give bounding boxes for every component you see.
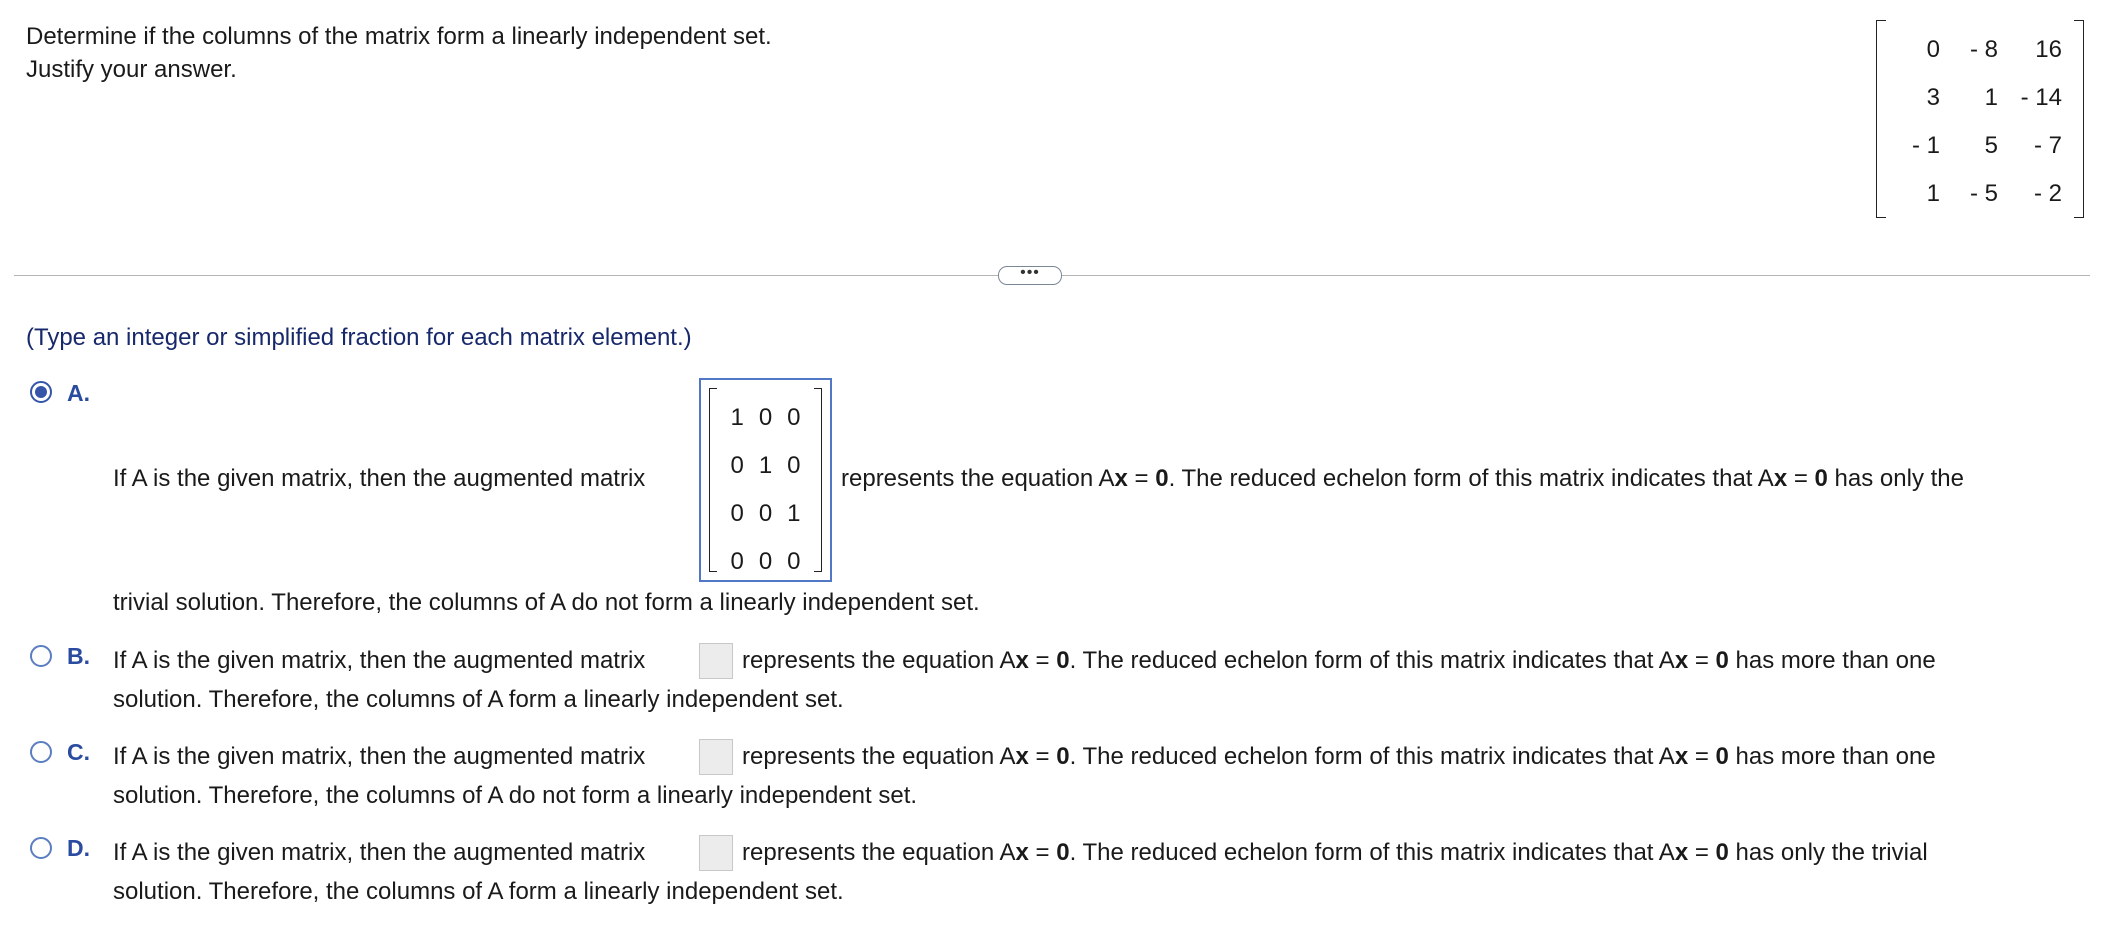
option-d-text-prefix: If A is the given matrix, then the augmented matrix [113, 839, 646, 866]
matrix-entry[interactable]: 0 [730, 500, 744, 527]
bold-zero: 0 [1715, 743, 1729, 770]
bold-zero: 0 [1056, 839, 1070, 866]
text-fragment: has only the trivial [1728, 839, 1928, 866]
answer-matrix-left-bracket [709, 388, 717, 572]
text-fragment: represents the equation A [742, 839, 1016, 866]
matrix-left-bracket [1876, 20, 1886, 218]
matrix-entry[interactable]: 0 [730, 548, 744, 575]
bold-zero: 0 [1056, 743, 1070, 770]
bold-zero: 0 [1155, 465, 1169, 492]
text-fragment: has only the [1827, 465, 1964, 492]
bold-x: x [1015, 647, 1029, 674]
text-fragment: = [1028, 839, 1057, 866]
matrix-cell: - 8 [1969, 36, 1998, 63]
matrix-cell: 0 [1926, 36, 1940, 63]
option-c-letter: C. [67, 739, 90, 765]
option-d-matrix-input[interactable] [699, 835, 733, 871]
text-fragment: represents the equation A [841, 465, 1115, 492]
option-b-radio[interactable] [30, 645, 52, 667]
option-d-letter: D. [67, 835, 90, 861]
option-c-matrix-input[interactable] [699, 739, 733, 775]
expand-button[interactable]: ••• [998, 266, 1062, 285]
option-c-text-prefix: If A is the given matrix, then the augmented matrix [113, 743, 646, 770]
given-matrix-grid [1890, 26, 2070, 218]
matrix-entry[interactable]: 0 [758, 548, 773, 575]
matrix-entry[interactable]: 0 [787, 452, 801, 479]
option-a-text-line2: trivial solution. Therefore, the columns of A do not form a linearly independent set. [113, 589, 980, 616]
matrix-cell: - 7 [2033, 132, 2062, 159]
matrix-cell: 1 [1926, 180, 1940, 207]
matrix-entry[interactable]: 0 [787, 404, 801, 431]
text-fragment: = [1028, 743, 1057, 770]
question-line-2: Justify your answer. [26, 56, 237, 83]
option-a-letter: A. [67, 380, 90, 406]
option-a-text-rest [841, 465, 1964, 493]
text-fragment: . The reduced echelon form of this matrix indicates that A [1168, 465, 1774, 492]
text-fragment: = [1127, 465, 1156, 492]
matrix-entry[interactable]: 0 [730, 452, 744, 479]
answer-matrix-grid [723, 394, 808, 586]
bold-x: x [1773, 465, 1788, 492]
text-fragment: . The reduced echelon form of this matrix indicates that A [1069, 647, 1675, 674]
instruction-text: (Type an integer or simplified fraction for each matrix element.) [26, 324, 692, 351]
text-fragment: has more than one [1728, 647, 1936, 674]
text-fragment: represents the equation A [742, 647, 1016, 674]
option-b-text-prefix: If A is the given matrix, then the augmented matrix [113, 647, 646, 674]
text-fragment: = [1028, 647, 1057, 674]
bold-x: x [1015, 839, 1029, 866]
bold-zero: 0 [1814, 465, 1828, 492]
matrix-right-bracket [2074, 20, 2084, 218]
option-a-radio[interactable] [30, 381, 52, 403]
matrix-entry[interactable]: 1 [730, 404, 744, 431]
option-a-text-prefix: If A is the given matrix, then the augmented matrix [113, 465, 646, 492]
matrix-entry[interactable]: 1 [787, 500, 801, 527]
option-b-letter: B. [67, 643, 90, 669]
text-fragment: = [1787, 465, 1815, 492]
option-b-matrix-input[interactable] [699, 643, 733, 679]
option-c-radio[interactable] [30, 741, 52, 763]
matrix-cell: 16 [2035, 36, 2062, 63]
matrix-entry[interactable]: 1 [758, 452, 773, 479]
bold-x: x [1114, 465, 1128, 492]
matrix-cell: 1 [1984, 84, 1998, 111]
text-fragment: . The reduced echelon form of this matrix indicates that A [1069, 839, 1675, 866]
matrix-cell: 3 [1926, 84, 1940, 111]
text-fragment: has more than one [1728, 743, 1936, 770]
bold-x: x [1674, 839, 1689, 866]
matrix-cell: - 1 [1911, 132, 1940, 159]
matrix-cell: - 5 [1969, 180, 1998, 207]
bold-zero: 0 [1715, 839, 1729, 866]
text-fragment: represents the equation A [742, 743, 1016, 770]
bold-x: x [1674, 743, 1689, 770]
bold-x: x [1674, 647, 1689, 674]
bold-zero: 0 [1715, 647, 1729, 674]
option-d-radio[interactable] [30, 837, 52, 859]
given-matrix [1876, 20, 2084, 218]
bold-zero: 0 [1056, 647, 1070, 674]
matrix-cell: - 14 [2020, 84, 2062, 111]
option-d-text-line2: solution. Therefore, the columns of A form a linearly independent set. [113, 878, 844, 905]
bold-x: x [1015, 743, 1029, 770]
matrix-cell: 5 [1984, 132, 1998, 159]
option-b-text-rest [742, 647, 1936, 675]
question-text [26, 20, 772, 86]
option-c-text-line2: solution. Therefore, the columns of A do not form a linearly independent set. [113, 782, 918, 809]
option-c-text-rest [742, 743, 1936, 771]
matrix-cell: - 2 [2033, 180, 2062, 207]
matrix-entry[interactable]: 0 [758, 500, 773, 527]
question-line-1: Determine if the columns of the matrix form a linearly independent set. [26, 23, 772, 50]
text-fragment: = [1688, 647, 1716, 674]
option-b-text-line2: solution. Therefore, the columns of A form a linearly independent set. [113, 686, 844, 713]
answer-matrix-right-bracket [814, 388, 822, 572]
text-fragment: = [1688, 839, 1716, 866]
matrix-entry[interactable]: 0 [787, 548, 801, 575]
option-d-text-rest [742, 839, 1928, 867]
text-fragment: . The reduced echelon form of this matrix indicates that A [1069, 743, 1675, 770]
option-a-matrix-input[interactable] [699, 378, 832, 582]
matrix-entry[interactable]: 0 [758, 404, 773, 431]
text-fragment: = [1688, 743, 1716, 770]
